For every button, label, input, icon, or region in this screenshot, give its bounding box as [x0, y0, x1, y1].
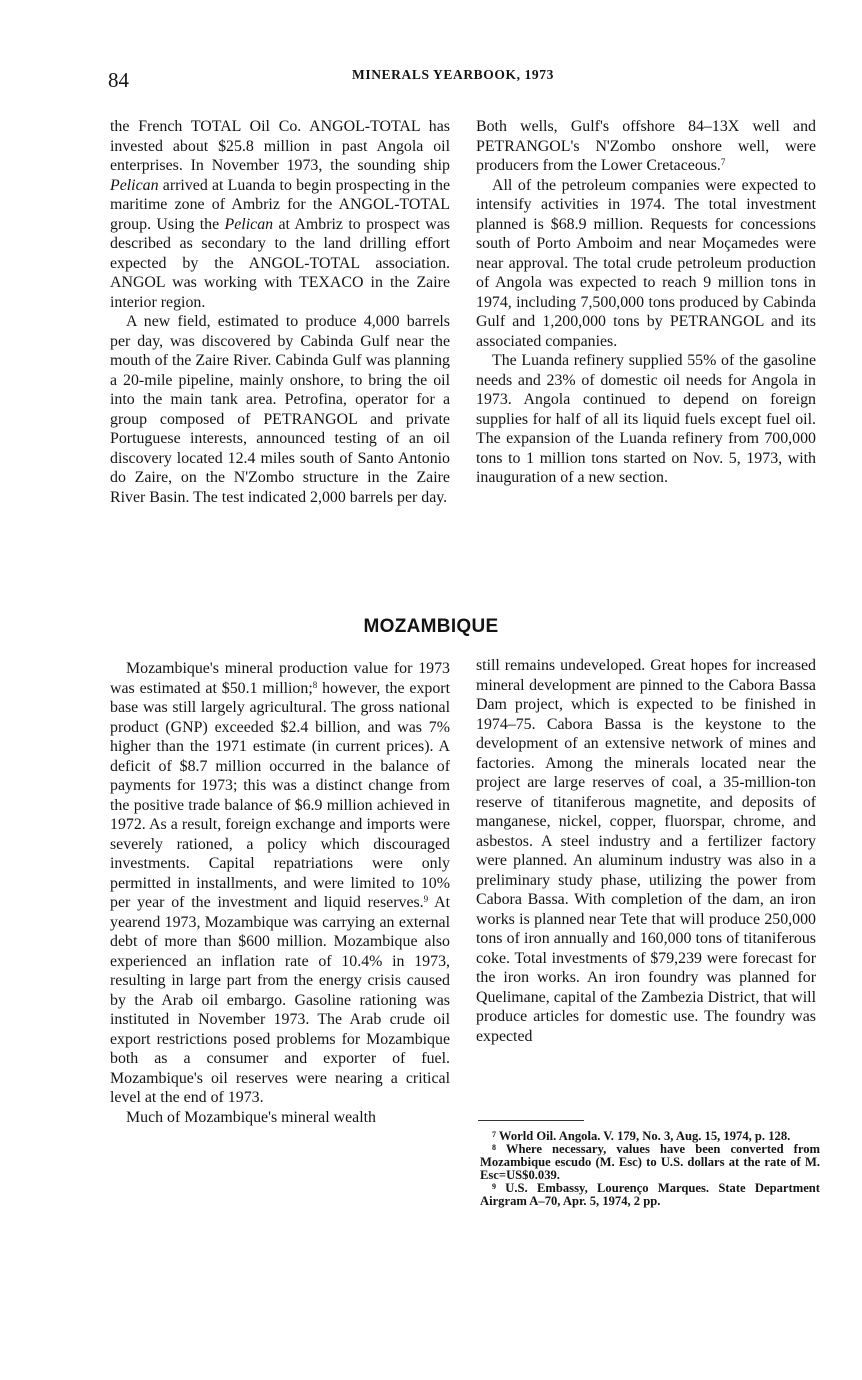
footnotes — [480, 1130, 820, 1209]
angola-left-column — [110, 117, 450, 507]
text-run: at Ambriz to prospect was described as secondary to the land drilling effort expected by the ANGOL-TOTAL association. ANGOL was working with TEXACO in the Zaire interior region. — [110, 215, 450, 311]
text-run: the French TOTAL Oil Co. ANGOL-TOTAL has invested about $25.8 million in past Angola oil enterprises. In November 1973, the sounding ship — [110, 118, 450, 174]
text-run: Mozambique's mineral production value for 1973 was estimated at $50.1 million; — [110, 660, 450, 697]
footnote-mark: 9 — [492, 1182, 496, 1192]
footnote-mark: 7 — [492, 1130, 496, 1139]
mozambique-paragraph-3: still remains undeveloped. Great hopes for increased mineral development are pinned to the Cabora Bassa Dam project, which is expected to be finished in 1974–75. Cabora Bassa is the keystone to the development of an extensive network of mines and factories. Among the minerals located near the project are large reserves of coal, a 35-million-ton reserve of titaniferous magnetite, and deposits of manganese, nickel, copper, fluorspar, chrome, and asbestos. A steel industry and a fertilizer factory were planned. An aluminum industry was also in a preliminary study phase, utilizing the power from Cabora Bassa. With completion of the dam, an iron works is planned near Tete that will produce 250,000 tons of iron annually and 160,000 tons of titaniferous coke. Total investments of $79,239 were forecast for the iron works. An iron foundry was planned for Quelimane, capital of the Zambezia District, that will produce articles for domestic use. The foundry was expected — [476, 657, 816, 1045]
footnote-8 — [480, 1143, 820, 1182]
footnote-mark: 8 — [492, 1143, 496, 1153]
footnote-text: U.S. Embassy, Lourenço Marques. State Department Airgram A–70, Apr. 5, 1974, 2 pp. — [480, 1181, 820, 1209]
text-run: Both wells, Gulf's offshore 84–13X well and PETRANGOL's N'Zombo onshore well, were producers from the Lower Cretaceous. — [476, 118, 816, 174]
angola-paragraph-2: A new field, estimated to produce 4,000 barrels per day, was discovered by Cabinda Gulf near the mouth of the Zaire River. Cabinda Gulf was planning a 20-mile pipeline, mainly onshore, to bring the oil into the main tank area. Petrofina, operator for a group composed of PETRANGOL and private Portuguese interests, announced testing of an oil discovery located 12.4 miles south of Santo Antonio do Zaire, on the N'Zombo structure in the Zaire River Basin. The test indicated 2,000 barrels per day. — [110, 313, 450, 506]
text-run: however, the export base was still largely agricultural. The gross national product (GNP) exceeded $2.4 billion, and was 7% higher than the 1971 estimate (in current prices). A deficit of $8.7 million occurred in the balance of payments for 1973; this was a distinct change from the positive trade balance of $6.9 million achieved in 1972. As a result, foreign exchange and imports were severely rationed, a policy which discouraged investments. Capital repatriations were only permitted in installments, and were limited to 10% per year of the investment and liquid reserves. — [110, 679, 450, 911]
running-head: MINERALS YEARBOOK, 1973 — [352, 67, 554, 82]
ship-name: Pelican — [224, 215, 274, 233]
section-heading-mozambique: MOZAMBIQUE — [363, 616, 499, 637]
footnote-text: World Oil. Angola. V. 179, No. 3, Aug. 15, 1974, p. 128. — [498, 1129, 791, 1143]
mozambique-right-column — [476, 656, 816, 1046]
ship-name: Pelican — [110, 176, 159, 194]
footnote-ref[interactable]: 9 — [423, 894, 429, 904]
angola-paragraph-5: The Luanda refinery supplied 55% of the gasoline needs and 23% of domestic oil needs for Angola in 1973. Angola continued to depend on foreign supplies for half of all its liquid fuels except fuel oil. The expansion of the Luanda refinery from 700,000 tons to 1 million tons started on Nov. 5, 1973, with inauguration of a new section. — [476, 352, 816, 486]
page-number: 84 — [108, 68, 129, 92]
angola-paragraph-3 — [476, 117, 816, 176]
angola-paragraph-4: All of the petroleum companies were expected to intensify activities in 1974. The total investment planned is $68.9 million. Requests for concessions south of Porto Amboim and near Moçamedes were near approval. The total crude petroleum production of Angola was expected to reach 9 million tons in 1974, including 7,500,000 tons produced by Cabinda Gulf and 1,200,000 tons by PETRANGOL and its associated companies. — [476, 176, 816, 350]
angola-paragraph-1 — [110, 117, 450, 312]
mozambique-paragraph-2: Much of Mozambique's mineral wealth — [126, 1108, 376, 1126]
footnote-rule — [478, 1120, 584, 1121]
text-run: At yearend 1973, Mozambique was carrying an external debt of more than $600 million. Mozambique also experienced an inflation rate of 10.4% in 1973, resulting in large part from the energy crisis caused by the Arab oil embargo. Gasoline rationing was instituted in November 1973. The Arab crude oil export restrictions posed problems for Mozambique both as a consumer and exporter of fuel. Mozambique's oil reserves were nearing a critical level at the end of 1973. — [110, 894, 450, 1106]
footnote-9 — [480, 1182, 820, 1208]
mozambique-left-column — [110, 659, 450, 1127]
footnote-text: Where necessary, values have been converted from Mozambique escudo (M. Esc) to U.S. dollars at the rate of M. Esc=US$0.039. — [480, 1142, 821, 1183]
mozambique-paragraph-1 — [110, 659, 450, 1108]
footnote-ref[interactable]: 7 — [720, 157, 726, 167]
angola-right-column — [476, 117, 816, 488]
text-run: arrived at Luanda to begin prospecting in the maritime zone of Ambriz for the ANGOL-TOTAL group. Using the — [110, 176, 450, 233]
footnote-ref[interactable]: 8 — [312, 679, 318, 690]
